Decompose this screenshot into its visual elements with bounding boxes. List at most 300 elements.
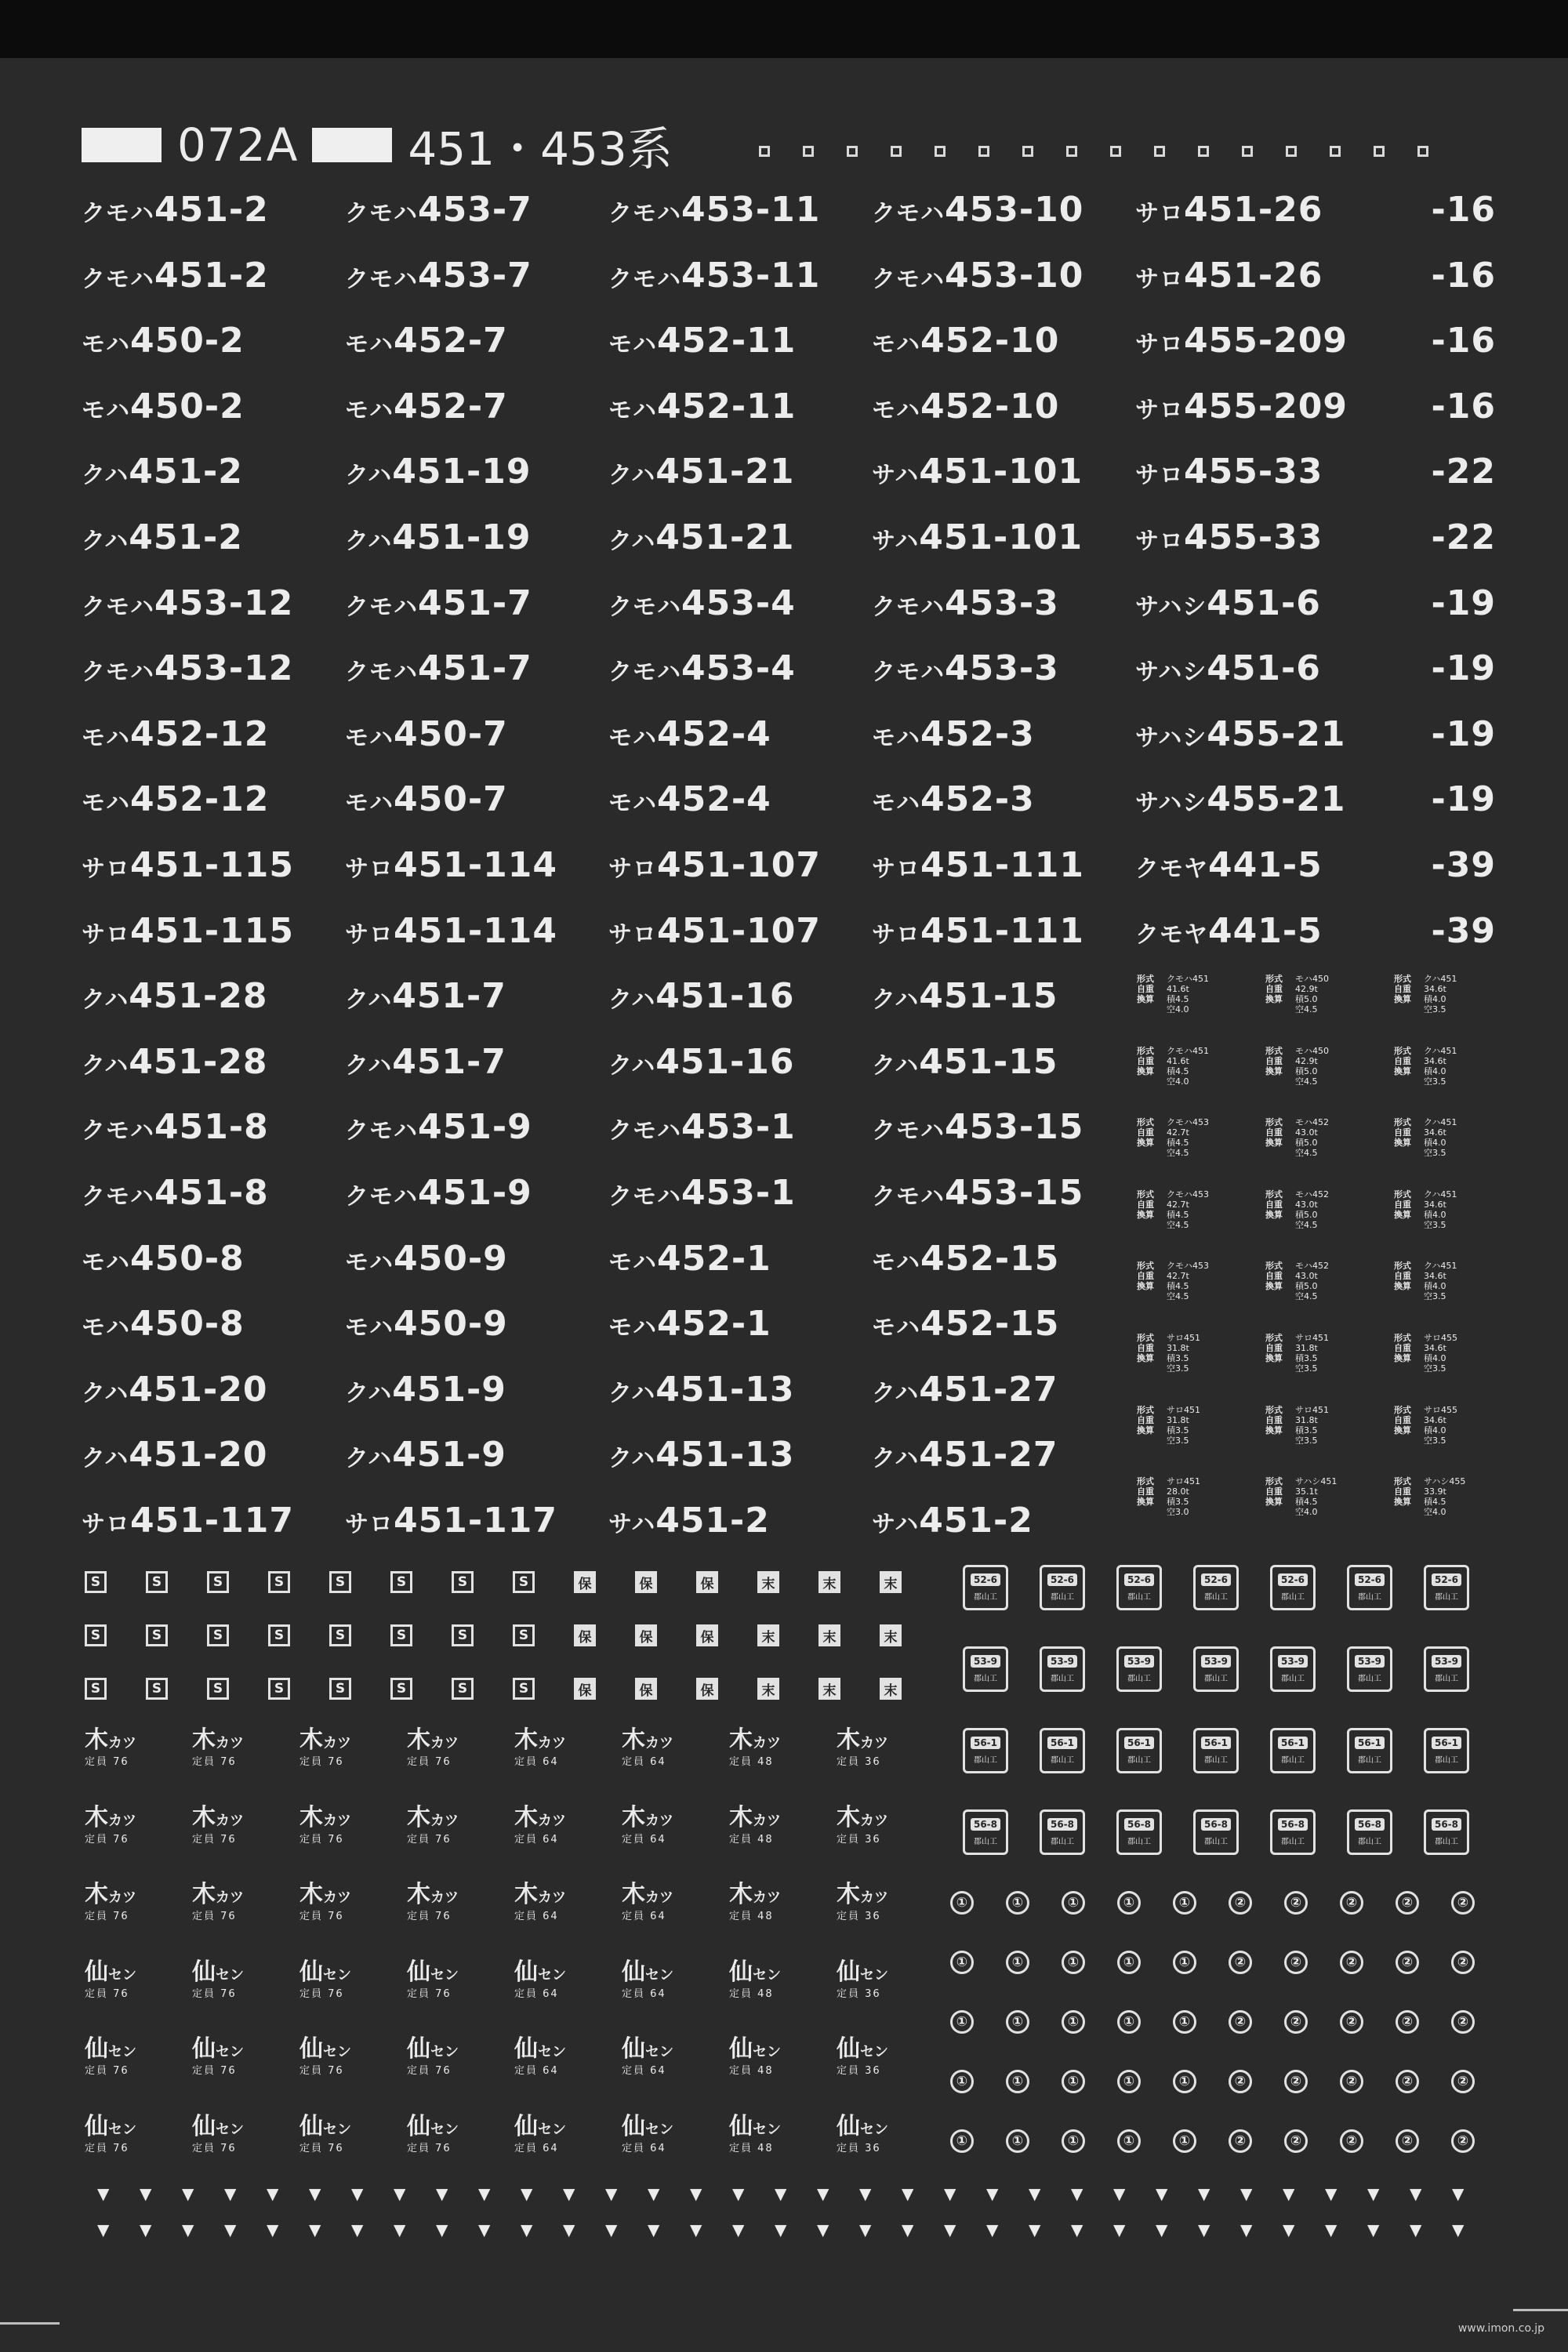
symbol-mark: S [390,1571,412,1593]
car-type: モハ [82,1248,130,1276]
depot-kana: カツ [753,1812,781,1829]
register-tick [1374,146,1385,157]
symbol-mark: 末 [757,1624,779,1646]
car-number [345,1039,608,1105]
triangle-mark: ▼ [902,2184,914,2203]
crop-mark [0,2322,60,2325]
triangle-mark: ▼ [605,2220,618,2239]
triangle-mark: ▼ [1029,2220,1041,2239]
triangle-mark: ▼ [140,2184,152,2203]
plate-date: 52-6 [1201,1573,1231,1586]
spec-value: 積4.0 [1424,1138,1446,1149]
car-number [1135,908,1399,974]
spec-plate [1137,1117,1265,1189]
spec-values [1167,1117,1209,1189]
car-number [345,252,608,318]
depot-code [299,1960,407,1988]
symbol-mark: S [390,1678,412,1700]
car-digits: 451-19 [392,452,532,492]
car-type: クモハ [872,593,945,621]
car-digits: 455-21 [1207,779,1346,820]
car-type: クハ [82,462,129,490]
spec-values [1295,1333,1329,1405]
spec-value: 空3.5 [1424,1076,1446,1087]
spec-value: サロ451 [1167,1332,1200,1343]
depot-kana: セン [645,2044,673,2060]
car-digits: 450-9 [394,1238,508,1279]
spec-values [1295,1117,1329,1189]
car-type: モハ [872,1248,920,1276]
spec-label: 自重 [1137,984,1154,994]
car-digits: 451-7 [392,976,506,1017]
car-type: モハ [345,789,394,818]
car-type: モハ [608,724,657,752]
circled-number: ① [1117,2070,1141,2093]
depot-kanji: 木 [514,1803,538,1831]
car-number [872,252,1135,318]
plate-date: 56-8 [1278,1818,1308,1831]
spec-label: 自重 [1394,1055,1411,1066]
spec-label: 形式 [1265,1261,1283,1272]
triangle-mark: ▼ [817,2184,829,2203]
car-number [1399,776,1496,842]
car-type: クモハ [872,1117,945,1145]
plate-works: 郡山工 [1435,1756,1458,1765]
spec-labels [1265,1117,1295,1189]
depot-kanji: 仙 [407,1958,430,1986]
inspection-plate [963,1646,1008,1692]
car-type: クハ [82,1379,129,1407]
plate-date: 52-6 [971,1573,1000,1586]
car-digits: 450-9 [394,1304,508,1345]
inspection-plate [1116,1565,1162,1610]
spec-values [1295,974,1329,1046]
register-tick [1198,146,1209,157]
car-type: クハ [345,462,393,490]
car-type: モハ [872,396,920,424]
car-digits: 451-2 [919,1500,1033,1541]
depot-mark [837,2114,944,2192]
spec-label: 換算 [1137,1352,1154,1363]
spec-label: 形式 [1265,1117,1283,1128]
capacity: 定員 76 [299,2142,344,2154]
triangle-mark: ▼ [1029,2184,1041,2203]
depot-kana: セン [645,2121,673,2138]
capacity: 定員 36 [837,2065,881,2077]
car-digits: 455-33 [1184,452,1323,492]
capacity: 定員 76 [85,1756,129,1768]
spec-label: 換算 [1137,1209,1154,1220]
car-number [872,1104,1135,1170]
depot-mark [192,1882,299,1960]
spec-values [1424,1117,1457,1189]
register-tick [847,146,858,157]
site-url: www.imon.co.jp [1457,2322,1544,2335]
capacity: 定員 64 [514,1833,559,1846]
depot-mark [192,2114,299,2192]
triangle-mark: ▼ [775,2184,787,2203]
car-type: サハ [872,1510,920,1538]
car-number [872,1170,1135,1236]
depot-kana: セン [108,2121,136,2138]
car-number [82,1170,345,1236]
plate-date: 56-8 [1124,1818,1154,1831]
car-type: クモハ [608,1117,681,1145]
depot-kanji: 仙 [837,2035,860,2063]
car-type: サロ [608,920,657,949]
triangle-mark: ▼ [521,2184,533,2203]
depot-mark [407,1960,514,2038]
symbol-mark: S [513,1624,535,1646]
depot-kana: カツ [860,1735,888,1751]
spec-label: 換算 [1137,1497,1154,1508]
depot-mark [622,2037,729,2114]
inspection-plate [1116,1646,1162,1692]
spec-label: 自重 [1265,1127,1283,1138]
capacity: 定員 76 [407,1987,452,2000]
car-type: サロ [345,920,394,949]
car-digits: -39 [1431,910,1496,951]
triangle-mark: ▼ [1325,2184,1338,2203]
car-digits: 450-7 [394,713,508,754]
spec-value: 34.6t [1424,1055,1446,1066]
car-digits: 453-12 [154,583,294,623]
car-number [1399,580,1496,646]
depot-code [407,1728,514,1756]
plate-works: 郡山工 [1051,1838,1074,1846]
symbol-mark: 保 [696,1678,718,1700]
car-number [1399,187,1496,252]
car-digits: 452-15 [920,1304,1060,1345]
depot-kana: カツ [323,1812,351,1829]
circled-number: ② [1284,1951,1308,1974]
depot-mark [299,1882,407,1960]
circled-number: ① [1006,2129,1029,2153]
car-type: モハ [872,331,920,359]
car-type: クモハ [82,593,154,621]
capacity: 定員 64 [514,1911,559,1922]
plate-works: 郡山工 [1358,1838,1381,1846]
spec-label: 自重 [1137,1342,1154,1353]
depot-kanji: 木 [514,1726,538,1754]
spec-value: 空4.5 [1167,1219,1189,1230]
car-digits: 455-209 [1184,321,1348,361]
triangle-mark: ▼ [1071,2184,1083,2203]
depot-code [622,1728,729,1756]
spec-values [1295,1405,1329,1477]
car-number [872,1039,1135,1105]
car-type: クモハ [345,1117,418,1145]
plate-works: 郡山工 [1358,1593,1381,1602]
depot-kanji: 仙 [85,2035,108,2063]
spec-plate [1265,1189,1394,1261]
depot-kana: セン [430,2044,459,2060]
spec-values [1424,1046,1457,1118]
triangle-mark: ▼ [1156,2220,1168,2239]
car-digits: 451-15 [919,1041,1058,1082]
white-label-box [82,128,162,162]
triangle-mark: ▼ [1283,2220,1295,2239]
car-type: サロ [1135,396,1184,424]
symbol-mark: 保 [574,1678,596,1700]
triangle-mark: ▼ [1283,2184,1295,2203]
car-number [1135,580,1399,646]
car-number [1135,252,1399,318]
car-digits: -16 [1431,190,1496,230]
spec-label: 自重 [1265,1199,1283,1210]
depot-mark [85,1882,192,1960]
plate-date: 56-1 [971,1737,1000,1749]
car-number [82,318,345,383]
depot-code [299,1803,407,1834]
car-number [608,1367,872,1432]
car-number [345,1236,608,1301]
capacity: 定員 76 [192,1833,237,1846]
symbol-mark: S [268,1678,290,1700]
car-type: クモヤ [1135,855,1208,883]
circled-number: ② [1396,1951,1419,1974]
register-tick [1330,146,1341,157]
car-digits: 451-9 [392,1369,506,1410]
spec-labels [1394,1189,1424,1261]
spec-labels [1137,1476,1167,1548]
car-number [608,973,872,1039]
car-number [872,645,1135,711]
depot-mark [729,1960,837,2038]
triangle-mark: ▼ [351,2184,364,2203]
depot-kana: カツ [216,1889,244,1906]
car-number [82,1432,345,1497]
depot-code [407,2037,514,2065]
symbol-mark: S [329,1571,351,1593]
capacity: 定員 48 [729,2065,774,2077]
plate-works: 郡山工 [1281,1593,1305,1602]
circled-number: ② [1451,2070,1475,2093]
car-number [608,252,872,318]
inspection-plate [1116,1728,1162,1773]
depot-mark [514,2114,622,2192]
car-digits: 451-13 [655,1369,795,1410]
spec-value: モハ450 [1295,974,1329,984]
car-type: クモハ [872,200,945,227]
crop-mark [1513,2309,1568,2311]
triangle-mark: ▼ [563,2220,575,2239]
car-type: クハ [608,1379,656,1407]
spec-value: 積3.5 [1295,1352,1318,1363]
spec-value: サロ451 [1167,1404,1200,1415]
car-digits: 451-27 [919,1369,1058,1410]
inspection-plate [963,1728,1008,1773]
triangle-mark: ▼ [267,2184,279,2203]
spec-value: 34.6t [1424,1199,1446,1210]
circled-number: ② [1340,2010,1363,2034]
car-digits: 451-9 [418,1172,532,1213]
triangle-mark: ▼ [1452,2184,1465,2203]
spec-label: 形式 [1394,1332,1411,1343]
car-digits: 453-12 [154,648,294,689]
depot-code [299,1882,407,1911]
spec-value: 28.0t [1167,1486,1189,1497]
car-type: クハ [872,986,920,1014]
spec-value: 31.8t [1295,1414,1318,1425]
depot-mark [514,1728,622,1806]
depot-mark [85,1803,192,1883]
spec-value: サロ451 [1295,1332,1329,1343]
car-number [82,908,345,974]
car-number [608,776,872,842]
spec-label: 換算 [1265,1281,1283,1292]
depot-mark [729,2037,837,2114]
car-digits: 451-8 [154,1172,269,1213]
car-digits: 452-11 [657,321,797,361]
depot-mark [299,1803,407,1883]
spec-values [1167,1333,1200,1405]
car-number [608,318,872,383]
depot-kana: カツ [753,1735,781,1751]
symbol-mark: S [268,1571,290,1593]
car-digits: 453-10 [945,255,1084,296]
car-number [345,711,608,777]
spec-plate [1394,1046,1523,1118]
depot-mark [837,1882,944,1960]
depot-kana: セン [860,2121,888,2138]
car-number [608,908,872,974]
capacity: 定員 76 [85,2065,129,2077]
capacity: 定員 64 [622,1987,666,2000]
depot-code [85,2114,192,2143]
depot-kanji: 仙 [729,1958,753,1986]
spec-value: 積4.5 [1295,1497,1318,1508]
spec-label: 換算 [1394,1281,1411,1292]
depot-kana: セン [216,1966,244,1984]
circled-number: ② [1229,2129,1252,2153]
spec-label: 自重 [1394,1414,1411,1425]
depot-kana: カツ [538,1889,566,1906]
spec-value: 42.7t [1167,1199,1189,1210]
spec-value: 空4.5 [1167,1291,1189,1302]
spec-plate [1137,1189,1265,1261]
spec-value: 空4.5 [1295,1219,1318,1230]
spec-label: 形式 [1394,1476,1411,1487]
depot-kanji: 木 [192,1803,216,1831]
capacity: 定員 76 [85,1987,129,2000]
capacity: 定員 76 [299,1833,344,1846]
spec-value: 積4.0 [1424,1209,1446,1220]
car-type: クハ [82,527,129,555]
depot-kanji: 木 [622,1726,645,1754]
symbol-mark: S [146,1624,168,1646]
depot-kanji: 木 [729,1726,753,1754]
car-digits: 451-115 [130,844,294,885]
plate-works: 郡山工 [1051,1593,1074,1602]
car-digits: 451-26 [1184,190,1323,230]
depot-mark [514,1960,622,2038]
depot-mark [192,1728,299,1806]
depot-mark [837,1728,944,1806]
spec-plate [1137,1046,1265,1118]
circled-number: ① [950,1891,974,1915]
spec-label: 換算 [1137,1425,1154,1436]
car-digits: 452-7 [394,386,508,426]
circled-number: ② [1451,2010,1475,2034]
circled-number: ② [1229,2070,1252,2093]
symbol-mark: S [207,1571,229,1593]
car-type: モハ [345,1314,394,1342]
car-number [872,383,1135,449]
spec-values [1167,1405,1200,1477]
spec-value: 空3.5 [1424,1219,1446,1230]
car-type: クハ [608,1445,656,1473]
plate-works: 郡山工 [1127,1756,1151,1765]
car-digits: 451-6 [1207,583,1321,623]
plate-works: 郡山工 [1281,1756,1305,1765]
circled-number: ① [1062,2070,1085,2093]
car-type: クハ [608,986,656,1014]
car-number [1399,448,1496,514]
car-digits: 451-114 [394,844,557,885]
capacity: 定員 48 [729,1756,774,1768]
car-digits: -19 [1431,583,1496,623]
car-number [345,1432,608,1497]
spec-value: 34.6t [1424,1414,1446,1425]
spec-value: クモハ453 [1167,1261,1209,1272]
car-type: クモハ [608,265,681,293]
depot-code [407,2114,514,2143]
car-type: サロ [82,920,130,949]
car-number [1135,383,1399,449]
car-number [1399,383,1496,449]
car-number [608,1301,872,1367]
depot-kana: カツ [430,1735,459,1751]
car-type: クモハ [608,200,681,227]
triangle-mark: ▼ [1198,2184,1210,2203]
depot-mark [622,1960,729,2038]
depot-kanji: 木 [837,1881,860,1908]
car-digits: 452-3 [920,713,1035,754]
spec-labels [1265,1476,1295,1548]
car-type: クハ [345,527,393,555]
car-number [872,711,1135,777]
car-type: モハ [345,396,394,424]
symbol-mark: S [146,1678,168,1700]
depot-kana: セン [538,1966,566,1984]
spec-label: 形式 [1137,1189,1154,1200]
spec-value: クハ451 [1424,1045,1457,1056]
inspection-plate [1193,1728,1239,1773]
spec-value: 積5.0 [1295,1138,1318,1149]
depot-code [85,1803,192,1834]
plate-works: 郡山工 [1435,1838,1458,1846]
depot-code [514,2114,622,2143]
car-number [345,1170,608,1236]
circled-number: ① [1062,1891,1085,1915]
car-type: クハ [872,1051,920,1080]
car-digits: 451-7 [418,648,532,689]
triangle-mark: ▼ [1156,2184,1168,2203]
car-digits: 452-4 [657,713,771,754]
spec-value: 空4.0 [1167,1076,1189,1087]
car-number [872,1367,1135,1432]
car-digits: 453-4 [681,648,796,689]
car-type: モハ [345,1248,394,1276]
car-digits: 451-16 [655,976,795,1017]
triangle-mark: ▼ [605,2184,618,2203]
depot-mark [729,1882,837,1960]
car-digits: -19 [1431,713,1496,754]
symbol-mark: 保 [696,1571,718,1593]
depot-code [85,1882,192,1911]
plate-date: 53-9 [1355,1655,1385,1668]
